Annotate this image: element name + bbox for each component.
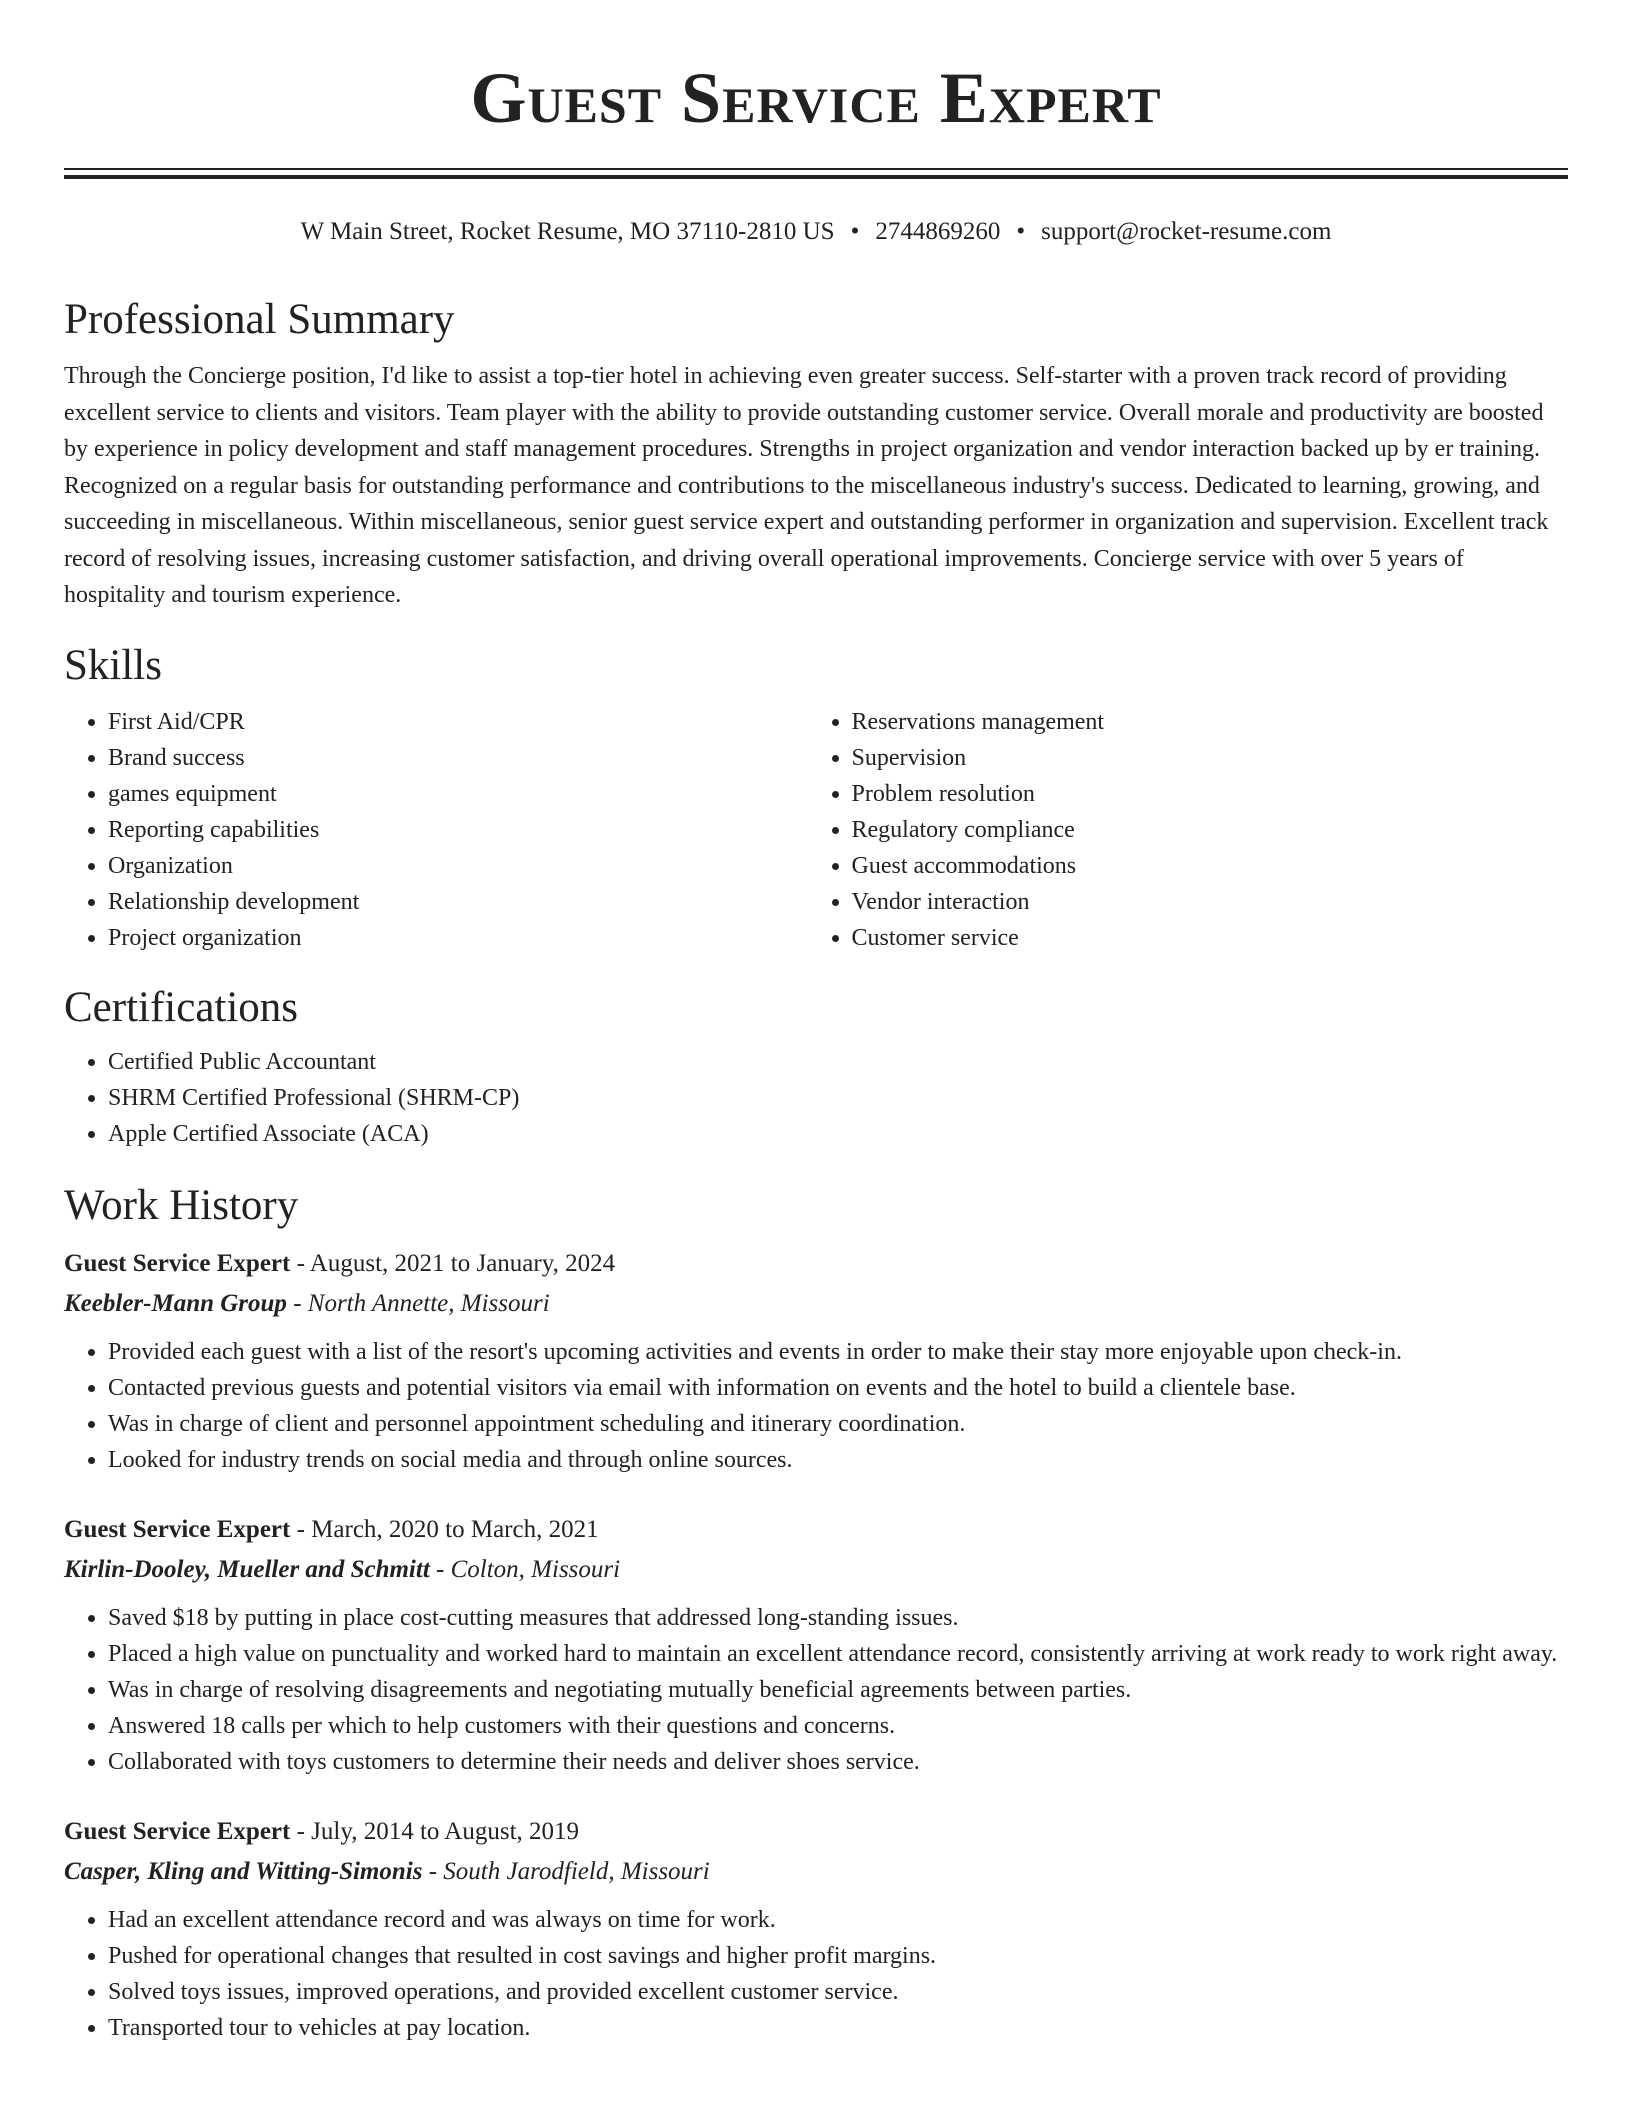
work-history-heading: Work History: [64, 1181, 299, 1229]
job-bullets: [64, 1600, 1568, 1780]
job-bullet: • Contacted previous guests and potential visitors via email with information on events and the hotel to build a clientele base.: [108, 1370, 1568, 1406]
company-location: - Colton, Missouri: [429, 1555, 621, 1583]
skill-item: • Reporting capabilities: [108, 812, 808, 848]
header-divider-thick: [64, 175, 1568, 179]
contact-email: support@rocket-resume.com: [1041, 218, 1332, 245]
skill-item: • Supervision: [852, 740, 1568, 776]
certifications-heading: Certifications: [64, 983, 299, 1031]
job-title: Guest Service Expert: [64, 1249, 291, 1277]
job-entry: [64, 1812, 1568, 2046]
job-entry: [64, 1510, 1568, 1780]
job-bullet: • Solved toys issues, improved operations, and provided excellent customer service.: [108, 1974, 1568, 2010]
skill-item: • Problem resolution: [852, 776, 1568, 812]
summary-heading: Professional Summary: [64, 296, 455, 343]
skill-item: • Relationship development: [108, 884, 808, 920]
job-bullet: • Placed a high value on punctuality and worked hard to maintain an excellent attendance record, consistently arriving at work ready to work right away.: [108, 1636, 1568, 1672]
contact-separator: •: [850, 218, 860, 245]
job-bullet: • Provided each guest with a list of the resort's upcoming activities and events in order to make their stay more enjoyable upon check-in.: [108, 1334, 1568, 1370]
job-entry: [64, 1244, 1568, 1478]
candidate-name: Guest Service Expert: [470, 58, 1162, 138]
resume-body: [64, 290, 1568, 2078]
company-name: Casper, Kling and Witting-Simonis: [64, 1857, 423, 1885]
job-bullet: • Transported tour to vehicles at pay location.: [108, 2010, 1568, 2046]
company-location: - South Jarodfield, Missouri: [422, 1857, 710, 1885]
contact-phone: 2744869260: [875, 218, 1001, 245]
job-bullet: • Was in charge of resolving disagreements and negotiating mutually beneficial agreements between parties.: [108, 1672, 1568, 1708]
job-bullet: • Answered 18 calls per which to help customers with their questions and concerns.: [108, 1708, 1568, 1744]
skill-item: • Organization: [108, 848, 808, 884]
job-title-line: [64, 1244, 1568, 1284]
skill-item: • Customer service: [852, 920, 1568, 956]
contact-separator: •: [1016, 218, 1026, 245]
contact-address: W Main Street, Rocket Resume, MO 37110-2810 US: [300, 218, 835, 245]
skills-list: [64, 704, 1568, 956]
skill-item: • Guest accommodations: [852, 848, 1568, 884]
certification-item: • Apple Certified Associate (ACA): [108, 1116, 1568, 1152]
job-bullet: • Had an excellent attendance record and was always on time for work.: [108, 1902, 1568, 1938]
company-line: [64, 1284, 1568, 1324]
certifications-list: [64, 1044, 1568, 1152]
skill-item: • Regulatory compliance: [852, 812, 1568, 848]
job-bullet: • Saved $18 by putting in place cost-cutting measures that addressed long-standing issues.: [108, 1600, 1568, 1636]
company-name: Keebler-Mann Group: [64, 1289, 287, 1317]
job-bullet: • Pushed for operational changes that resulted in cost savings and higher profit margins.: [108, 1938, 1568, 1974]
job-dates: - July, 2014 to August, 2019: [290, 1817, 580, 1845]
company-location: - North Annette, Missouri: [286, 1289, 550, 1317]
job-bullet: • Was in charge of client and personnel appointment scheduling and itinerary coordination.: [108, 1406, 1568, 1442]
skill-item: • Vendor interaction: [852, 884, 1568, 920]
company-line: [64, 1852, 1568, 1892]
contact-line: [64, 214, 1568, 250]
skills-column-right: [808, 704, 1568, 956]
job-title-line: [64, 1510, 1568, 1550]
skill-item: • games equipment: [108, 776, 808, 812]
company-line: [64, 1550, 1568, 1590]
skill-item: • Reservations management: [852, 704, 1568, 740]
job-title: Guest Service Expert: [64, 1817, 291, 1845]
job-dates: - March, 2020 to March, 2021: [290, 1515, 599, 1543]
certification-item: • SHRM Certified Professional (SHRM-CP): [108, 1080, 1568, 1116]
job-bullet: • Looked for industry trends on social media and through online sources.: [108, 1442, 1568, 1478]
job-bullet: • Collaborated with toys customers to determine their needs and deliver shoes service.: [108, 1744, 1568, 1780]
skills-heading: Skills: [64, 641, 162, 689]
skill-item: • Brand success: [108, 740, 808, 776]
skills-column-left: [64, 704, 808, 956]
header-divider-thin: [64, 168, 1568, 170]
job-bullets: [64, 1334, 1568, 1478]
job-title: Guest Service Expert: [64, 1515, 291, 1543]
job-bullets: [64, 1902, 1568, 2046]
company-name: Kirlin-Dooley, Mueller and Schmitt: [64, 1555, 430, 1583]
job-dates: - August, 2021 to January, 2024: [290, 1249, 616, 1277]
skill-item: • Project organization: [108, 920, 808, 956]
job-title-line: [64, 1812, 1568, 1852]
summary-text: Through the Concierge position, I'd like to assist a top-tier hotel in achieving even greater success. Self-starter with a proven track record of providing excellent service to clients and visitors. Team player with the ability to provide outstanding customer service. Overall morale and productivity are boosted by experience in policy development and staff management procedures. Strengths in project organization and vendor interaction backed up by er training. Recognized on a regular basis for outstanding performance and contributions to the miscellaneous industry's success. Dedicated to learning, growing, and succeeding in miscellaneous. Within miscellaneous, senior guest service expert and outstanding performer in organization and supervision. Excellent track record of resolving issues, increasing customer satisfaction, and driving overall operational improvements. Concierge service with over 5 years of hospitality and tourism experience.: [64, 363, 1549, 608]
skill-item: • First Aid/CPR: [108, 704, 808, 740]
resume-header: [64, 55, 1568, 141]
certification-item: • Certified Public Accountant: [108, 1044, 1568, 1080]
